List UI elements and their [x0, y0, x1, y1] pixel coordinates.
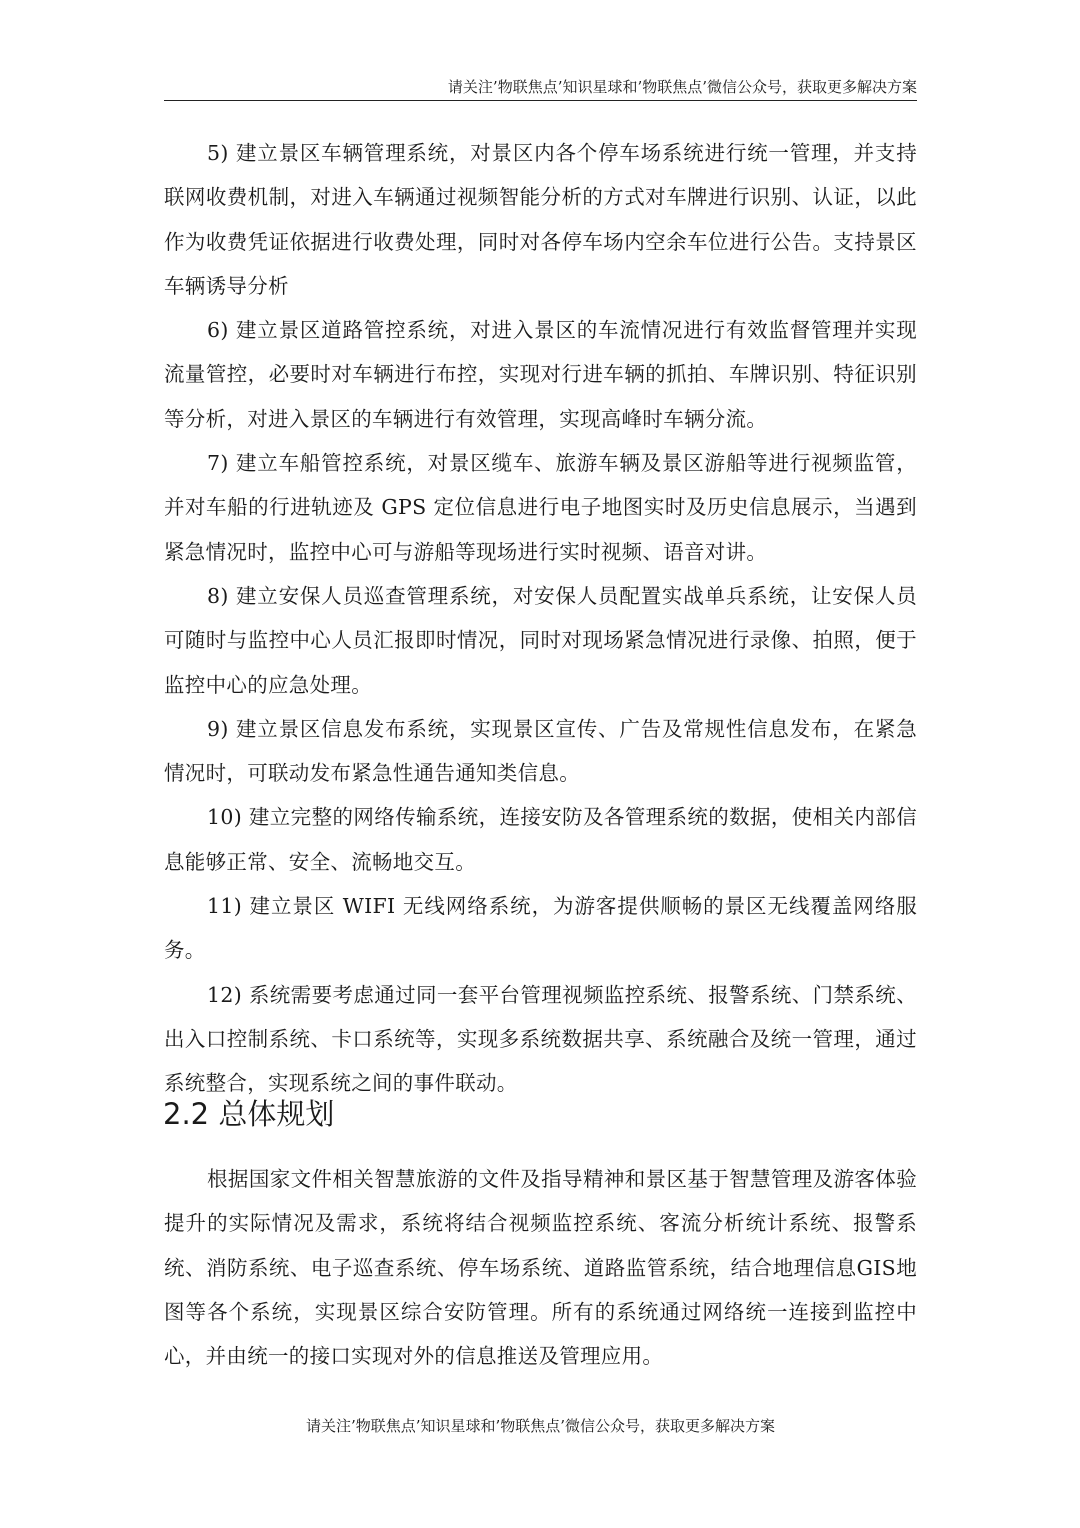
header-divider [164, 100, 917, 101]
paragraph-item-9: 9) 建立景区信息发布系统，实现景区宣传、广告及常规性信息发布，在紧急情况时，可联动发布紧急性通告通知类信息。 [164, 716, 917, 786]
section-body [164, 1157, 917, 1378]
overall-plan-paragraph: 根据国家文件相关智慧旅游的文件及指导精神和景区基于智慧管理及游客体验提升的实际情况及需求，系统将结合视频监控系统、客流分析统计系统、报警系统、消防系统、电子巡查系统、停车场系统、道路监管系统，结合地理信息GIS地图等各个系统，实现景区综合安防管理。所有的系统通过网络统一连接到监控中心，并由统一的接口实现对外的信息推送及管理应用。 [164, 1167, 917, 1369]
paragraph-item-5: 5) 建立景区车辆管理系统，对景区内各个停车场系统进行统一管理，并支持联网收费机制，对进入车辆通过视频智能分析的方式对车牌进行识别、认证，以此作为收费凭证依据进行收费处理，同时对各停车场内空余车位进行公告。支持景区车辆诱导分析 [164, 141, 917, 298]
paragraph-item-8: 8) 建立安保人员巡查管理系统，对安保人员配置实战单兵系统，让安保人员可随时与监控中心人员汇报即时情况，同时对现场紧急情况进行录像、拍照，便于监控中心的应急处理。 [164, 583, 917, 697]
page-header: 请关注’物联焦点’知识星球和’物联焦点’微信公众号，获取更多解决方案 [447, 78, 917, 96]
requirements-list [164, 131, 917, 1106]
paragraph-item-12: 12) 系统需要考虑通过同一套平台管理视频监控系统、报警系统、门禁系统、出入口控制系统、卡口系统等，实现多系统数据共享、系统融合及统一管理，通过系统整合，实现系统之间的事件联动。 [164, 982, 917, 1096]
section-heading: 2.2 总体规划 [163, 1097, 335, 1131]
page-footer: 请关注’物联焦点’知识星球和’物联焦点’微信公众号，获取更多解决方案 [305, 1417, 776, 1435]
paragraph-item-10: 10) 建立完整的网络传输系统，连接安防及各管理系统的数据，使相关内部信息能够正常、安全、流畅地交互。 [164, 805, 917, 874]
paragraph-item-7: 7) 建立车船管控系统，对景区缆车、旅游车辆及景区游船等进行视频监管，并对车船的行进轨迹及 GPS 定位信息进行电子地图实时及历史信息展示，当遇到紧急情况时，监控中心可与游船等现场进行实时视频、语音对讲。 [164, 451, 917, 564]
paragraph-item-11: 11) 建立景区 WIFI 无线网络系统，为游客提供顺畅的景区无线覆盖网络服务。 [164, 894, 917, 963]
paragraph-item-6: 6) 建立景区道路管控系统，对进入景区的车流情况进行有效监督管理并实现流量管控，必要时对车辆进行布控，实现对行进车辆的抓拍、车牌识别、特征识别等分析，对进入景区的车辆进行有效管理，实现高峰时车辆分流。 [164, 318, 917, 431]
